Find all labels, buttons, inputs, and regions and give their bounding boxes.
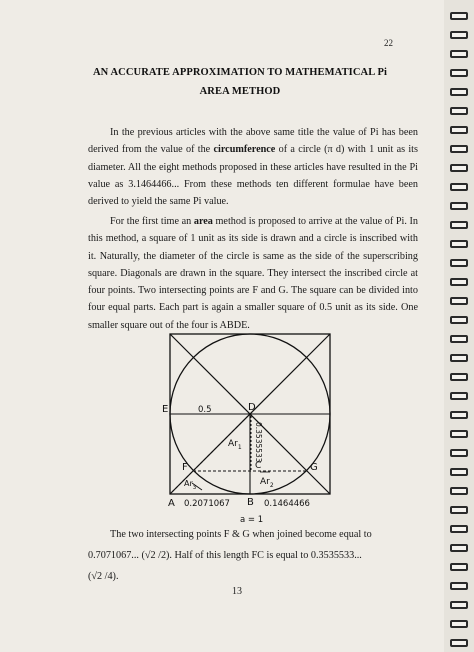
binding-coil — [450, 69, 468, 77]
binding-coil — [450, 183, 468, 191]
paragraph-3-line3: (√2 /4). — [88, 571, 119, 582]
binding-coil — [450, 88, 468, 96]
label-A: A — [168, 498, 175, 509]
label-ab-length: 0.2071067 — [184, 499, 230, 509]
binding-coil — [450, 468, 468, 476]
label-ar2: $Ar_2$ — [260, 477, 274, 489]
page-number-bottom: 13 — [232, 586, 242, 597]
binding-coil — [450, 373, 468, 381]
binding-coil — [450, 259, 468, 267]
binding-coil — [450, 12, 468, 20]
binding-coil — [450, 240, 468, 248]
page-number-top: 22 — [384, 38, 393, 48]
paragraph-2: For the first time an area method is proposed to arrive at the value of Pi. In this method, a square of 1 unit as its side is drawn and a circle is inscribed with it. Naturally, the diameter of the circle is same as the side of the superscribing square. Diagonals are drawn in the square. They intersect the inscribed circle at four points. Two intersecting points are F and G. The square can be divided into four equal parts. Each part is again a smaller square of 0.5 unit as its side. One smaller square out of the four is ABDE. — [88, 216, 418, 331]
label-ar1: $Ar_1$ — [228, 439, 242, 451]
paragraph-1: In the previous articles with the above same title the value of Pi has been derived from the value of the circumference of a circle (π d) with 1 unit as its diameter. All the eight methods proposed in these articles have resulted in the Pi value as 3.1464466... From these methods ten different formulae have been derived to yield the same Pi value. — [88, 127, 418, 208]
binding-coil — [450, 449, 468, 457]
spiral-binding — [444, 0, 474, 652]
square-circle-diagram — [160, 330, 360, 526]
binding-coil — [450, 506, 468, 514]
binding-coil — [450, 582, 468, 590]
binding-coil — [450, 411, 468, 419]
binding-coil — [450, 278, 468, 286]
bold-circumference: circumference — [213, 144, 276, 156]
binding-coil — [450, 392, 468, 400]
binding-coil — [450, 335, 468, 343]
label-C: C — [255, 461, 262, 471]
label-side: a = 1 — [240, 515, 264, 525]
binding-coil — [450, 31, 468, 39]
binding-coil — [450, 50, 468, 58]
label-half: 0.5 — [198, 405, 212, 415]
binding-coil — [450, 107, 468, 115]
binding-coil — [450, 126, 468, 134]
heading-title: AN ACCURATE APPROXIMATION TO MATHEMATICAL Pi — [92, 67, 388, 78]
binding-coil — [450, 354, 468, 362]
binding-coil — [450, 430, 468, 438]
binding-coil — [450, 297, 468, 305]
label-G: G — [310, 462, 318, 473]
paragraph-3-line1: The two intersecting points F & G when joined become equal to — [110, 529, 372, 540]
binding-coil — [450, 544, 468, 552]
label-D: D — [248, 402, 256, 413]
binding-coil — [450, 487, 468, 495]
bold-area: area — [193, 216, 213, 227]
label-E: E — [162, 404, 169, 415]
label-vertical-length: 0.3535533 — [254, 422, 263, 463]
binding-coil — [450, 316, 468, 324]
label-ar3: $Ar_3$ — [184, 479, 197, 491]
binding-coil — [450, 221, 468, 229]
binding-coil — [450, 601, 468, 609]
binding-coil — [450, 639, 468, 647]
label-F: F — [182, 462, 188, 473]
binding-coil — [450, 202, 468, 210]
paragraph-3-line2: 0.7071067... (√2 /2). Half of this length FC is equal to 0.3535533... — [88, 550, 362, 561]
binding-coil — [450, 563, 468, 571]
binding-coil — [450, 525, 468, 533]
heading-subtitle: AREA METHOD — [199, 86, 281, 97]
binding-coil — [450, 620, 468, 628]
label-B: B — [247, 497, 254, 508]
label-b-right-length: 0.1464466 — [264, 499, 310, 509]
binding-coil — [450, 164, 468, 172]
binding-coil — [450, 145, 468, 153]
